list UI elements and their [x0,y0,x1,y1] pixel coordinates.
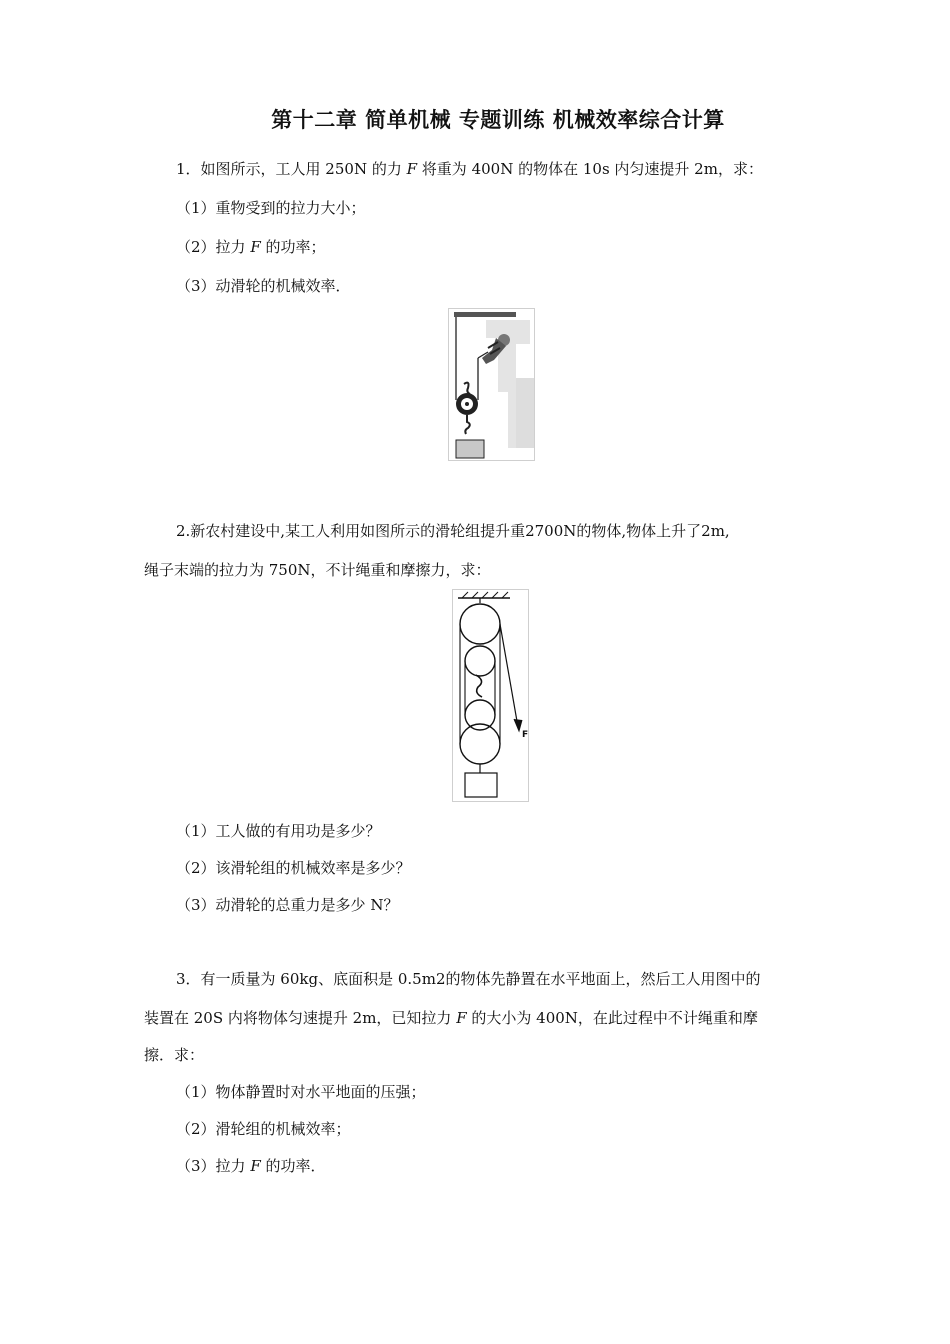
figure-2-load-block [465,773,497,797]
question-1-stem-variable: F [406,160,418,178]
figure-1-pulley-worker [448,308,538,462]
question-2-line-1: 2.新农村建设中,某工人利用如图所示的滑轮组提升重2700N的物体,物体上升了2m, [176,522,730,540]
question-1-item-2-text-b: 的功率； [260,238,326,256]
question-3-line-1: 3．有一质量为 60kg、底面积是 0.5m2的物体先静置在水平地面上，然后工人用图中的 [176,970,761,988]
question-1-stem [176,158,763,180]
figure-1-load-block [456,440,484,458]
question-1-item-2-variable: F [250,238,261,256]
question-3-item-3 [176,1155,326,1177]
figure-2-fixed-pulley-small [465,646,495,676]
question-3-line-2-text-b: 的大小为 400N，在此过程中不计绳重和摩 [466,1009,758,1027]
figure-2-frame [453,590,529,802]
question-3-item-3-text-a: （3）拉力 [176,1157,251,1175]
figure-2-force-label: F [522,730,529,740]
question-2-item-1: （1）工人做的有用功是多少？ [176,822,381,840]
question-3-line-2 [144,1007,758,1029]
question-3-item-2: （2）滑轮组的机械效率； [176,1120,351,1138]
question-2-item-3: （3）动滑轮的总重力是多少 N？ [176,896,399,914]
question-1-stem-text-b: 将重为 400N 的物体在 10s 内匀速提升 2m，求： [417,160,763,178]
question-1-item-2-text-a: （2）拉力 [176,238,251,256]
question-1-item-1: （1）重物受到的拉力大小； [176,199,366,217]
question-2-item-2: （2）该滑轮组的机械效率是多少？ [176,859,411,877]
question-2-line-2: 绳子末端的拉力为 750N，不计绳重和摩擦力，求： [144,561,491,579]
figure-1-building-column [516,378,534,448]
figure-2-movable-pulley-small [465,700,495,730]
question-3-item-3-variable: F [250,1157,261,1175]
question-1-item-3: （3）动滑轮的机械效率． [176,277,351,295]
figure-2-force-arrow [514,719,522,731]
question-3-line-2-variable: F [456,1009,467,1027]
figure-2-middle-hook [476,675,482,697]
question-1-stem-text-a: 1．如图所示，工人用 250N 的力 [176,160,407,178]
figure-2-pull-rope [500,624,518,727]
question-3-item-3-text-b: 的功率． [260,1157,326,1175]
figure-1-ceiling-beam [454,312,516,317]
question-3-line-3: 擦．求： [144,1046,205,1064]
figure-1-pulley-axle [465,402,469,406]
question-1-item-2 [176,236,326,258]
question-3-item-1: （1）物体静置时对水平地面的压强； [176,1083,426,1101]
figure-2-fixed-pulley-large [460,604,500,644]
figure-2-pulley-system [452,589,532,803]
question-3-line-2-text-a: 装置在 20S 内将物体匀速提升 2m，已知拉力 [144,1009,457,1027]
page-title: 第十二章 简单机械 专题训练 机械效率综合计算 [271,108,725,132]
figure-2-ceiling-hatch [462,592,508,598]
